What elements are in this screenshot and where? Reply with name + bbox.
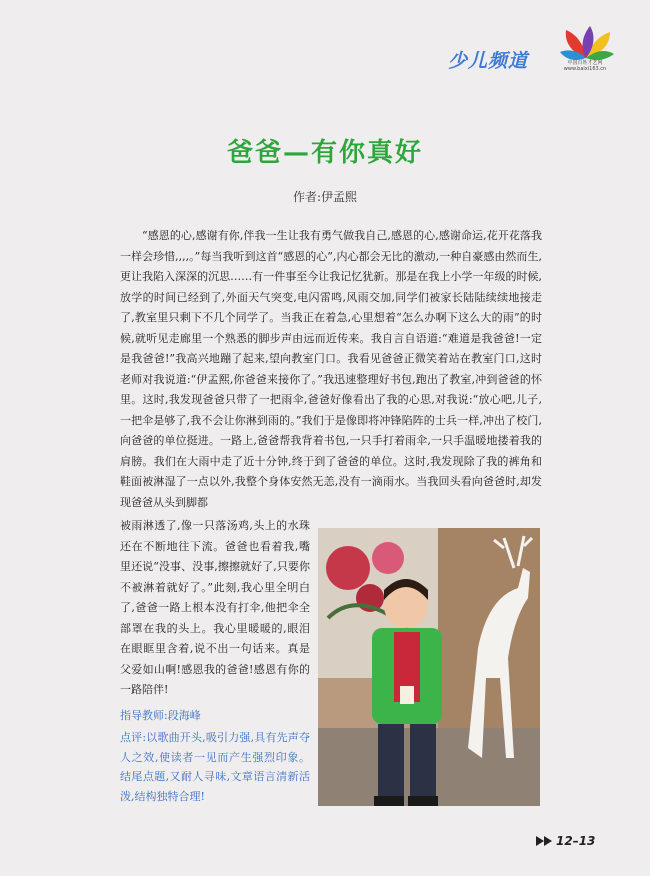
boy-photo xyxy=(318,528,540,806)
article-author: 作者:伊孟熙 xyxy=(292,190,358,204)
teacher-comment: 点评:以歌曲开头,吸引力强,具有先声夺人之效,使读者一见而产生强烈印象。结尾点题,又耐人寻味,文章语言清新活泼,结构独特合理! xyxy=(120,731,310,803)
article-body-main xyxy=(120,226,542,516)
logo-text: 中国百姓才艺网 www.baixi163.cn xyxy=(563,60,607,72)
body-main-text: “感恩的心,感谢有你,伴我一生让我有勇气做我自己,感恩的心,感谢命运,花开花落我一样会珍惜,,,,。”每当我听到这首“感恩的心”,内心都会无比的激动,一种自豪感由然而生,更让我陷入深深的沉思……有一件事至今让我记忆犹新。那是在我上小学一年级的时候,放学的时间已经到了,外面天气突变,电闪雷鸣,风雨交加,同学们被家长陆陆续续地接走了,教室里只剩下不几个同学了。当我正在着急,心里想着“怎么办啊下这么大的雨”的时候,就听见走廊里一个熟悉的脚步声由远而近传来。我自言自语道:“难道是我爸爸!一定是我爸爸!”我高兴地蹦了起来,望向教室门口。我看见爸爸正微笑着站在教室门口,这时老师对我说道:“伊孟熙,你爸爸来接你了。”我迅速整理好书包,跑出了教室,冲到爸爸的怀里。这时,我发现爸爸只带了一把雨伞,爸爸好像看出了我的心思,对我说:“放心吧,儿子,一把伞是够了,我不会让你淋到雨的。”我们于是像即将冲锋陷阵的士兵一样,冲出了校门,向爸爸的单位挺进。一路上,爸爸帮我背着书包,一只手打着雨伞,一只手温暖地搂着我的肩膀。我们在大雨中走了近十分钟,终于到了爸爸的单位。这时,我发现除了我的裤角和鞋面被淋湿了一点以外,我整个身体安然无恙,没有一滴雨水。当我回头看向爸爸时,却发现爸爸从头到脚都 xyxy=(120,229,542,509)
teacher-credit: 指导教师:段海峰 xyxy=(120,709,201,722)
article-title: 爸爸—有你真好 xyxy=(226,138,423,168)
page-number: 12–13 xyxy=(556,834,596,848)
article-body-wrap: 被雨淋透了,像一只落汤鸡,头上的水珠还在不断地往下流。爸爸也看着我,嘴里还说“没事、没事,擦擦就好了,只要你不被淋着就好了。”此刻,我心里全明白了,爸爸一路上根本没有打伞,他把伞全部罩在我的头上。我心里暖暖的,眼泪在眼眶里含着,说不出一句话来。真是父爱如山啊!感恩我的爸爸!感恩有你的一路陪伴! xyxy=(120,519,310,696)
double-arrow-icon xyxy=(536,836,554,846)
section-title: 少儿频道 xyxy=(448,50,529,72)
